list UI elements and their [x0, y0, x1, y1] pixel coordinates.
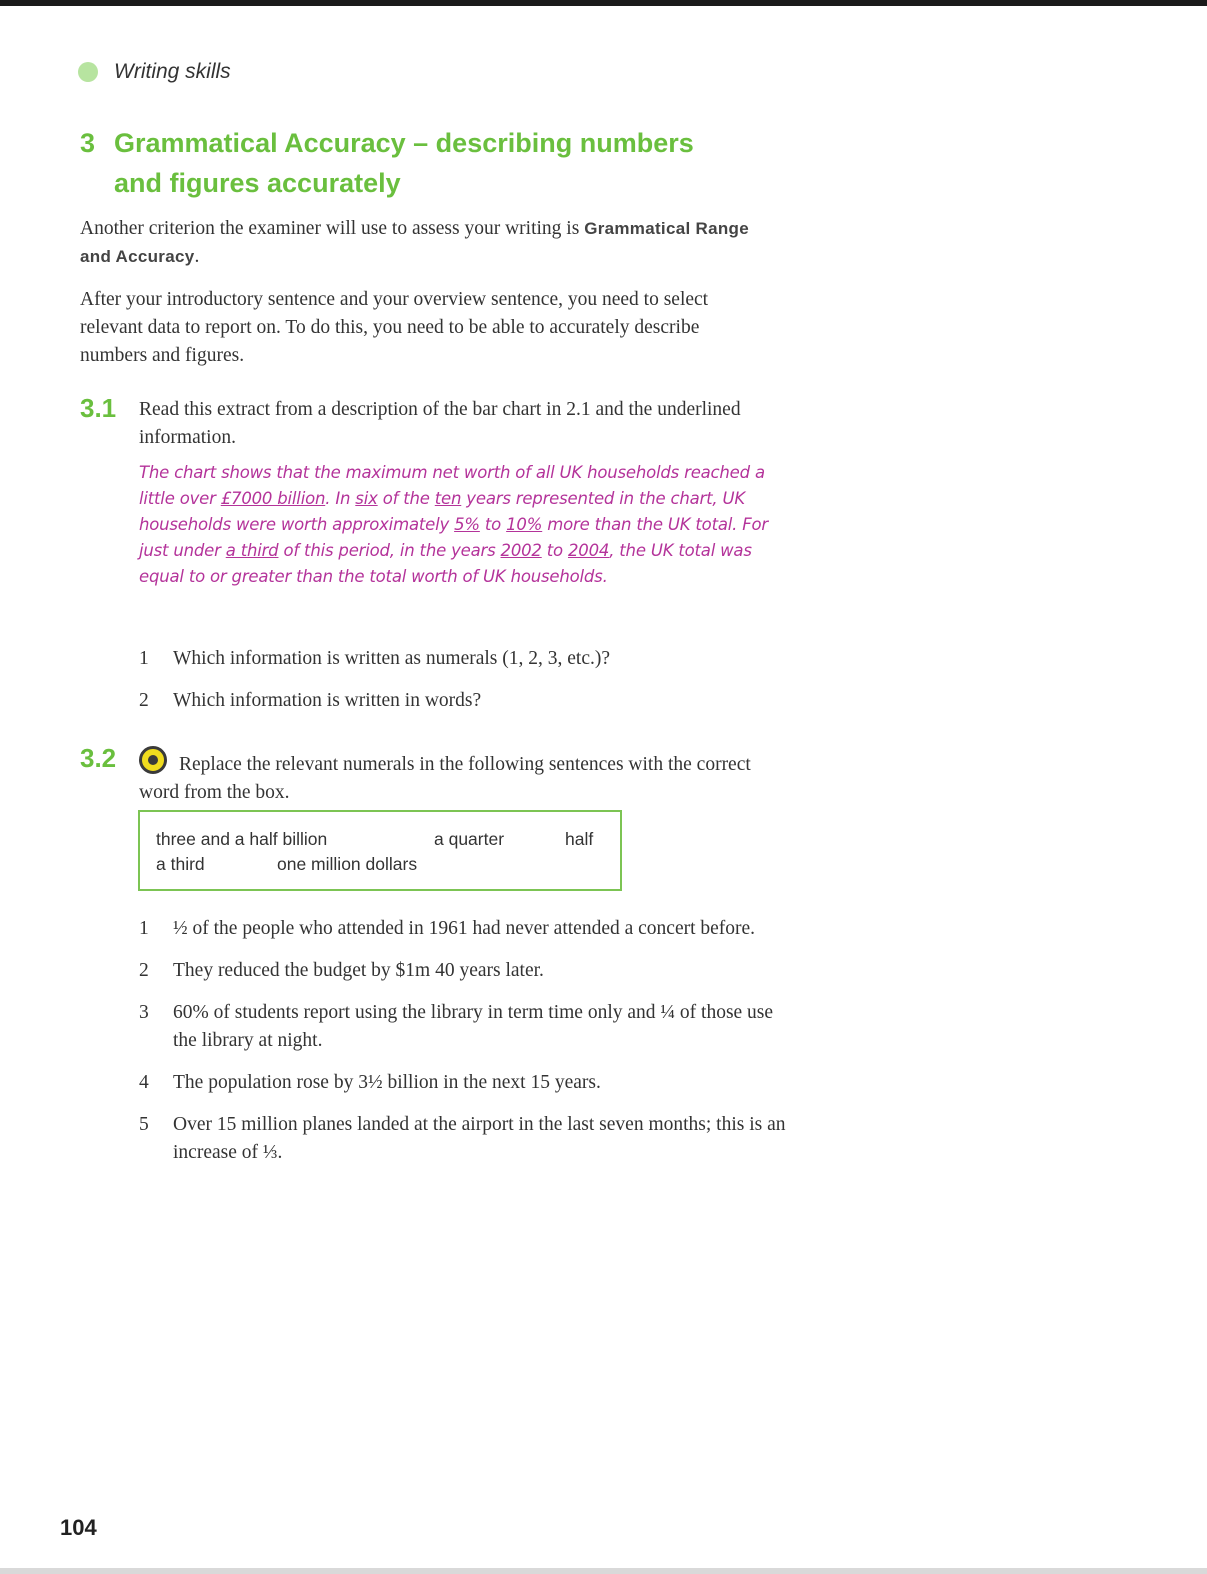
- intro-paragraph-2: After your introductory sentence and your overview sentence, you need to select relevant data to report on. To do this, you need to be able to accurately describe numbers and figures.: [80, 289, 709, 366]
- extract-text: of this period, in the years: [278, 541, 501, 560]
- list-item: [139, 957, 789, 985]
- extract-paragraph: [139, 460, 799, 590]
- intro-paragraph-1: [80, 215, 770, 271]
- target-icon: [139, 746, 167, 774]
- item-text: ½ of the people who attended in 1961 had never attended a concert before.: [173, 918, 756, 939]
- heading-number: 3: [80, 128, 96, 158]
- extract-text: . In: [325, 489, 356, 508]
- page-number: 104: [60, 1515, 97, 1540]
- word-box: [138, 810, 622, 891]
- extract-text: of the: [377, 489, 435, 508]
- item-text: Which information is written in words?: [173, 690, 482, 711]
- extract-text: to: [479, 515, 507, 534]
- intro-period: .: [194, 246, 200, 267]
- box-word: half: [565, 829, 594, 849]
- box-word: a quarter: [434, 829, 505, 849]
- section-tag-label: Writing skills: [114, 60, 231, 83]
- underlined-figure: a third: [225, 541, 279, 560]
- item-text: The population rose by 3½ billion in the next 15 years.: [173, 1072, 601, 1093]
- item-number: 1: [139, 918, 149, 939]
- item-number: 2: [139, 690, 149, 711]
- box-word: a third: [156, 854, 205, 874]
- item-text: Which information is written as numerals (1, 2, 3, etc.)?: [173, 648, 610, 669]
- intro-text: Another criterion the examiner will use to assess your writing is: [80, 218, 580, 239]
- section-heading: [80, 123, 800, 203]
- heading-line-2: and figures accurately: [114, 168, 401, 198]
- underlined-figure: 10%: [506, 515, 543, 534]
- item-number: 5: [139, 1114, 149, 1135]
- extract-text: The chart shows that the maximum net worth of all UK households reached a little over: [139, 463, 765, 508]
- bottom-border: [0, 1568, 1207, 1574]
- item-number: 3: [139, 1002, 149, 1023]
- exercise-3-2-instruction: [139, 746, 789, 807]
- item-text: 60% of students report using the library in term time only and ¼ of those use the library at night.: [173, 1002, 774, 1051]
- underlined-figure: 2002: [500, 541, 542, 560]
- exercise-number-3-1: 3.1: [80, 393, 117, 423]
- item-number: 1: [139, 648, 149, 669]
- item-number: 2: [139, 960, 149, 981]
- extract-text: more than the UK total. For just under: [139, 515, 768, 560]
- extract-text: to: [541, 541, 568, 560]
- underlined-figure: 2004: [568, 541, 610, 560]
- underlined-figure: ten: [434, 489, 462, 508]
- underlined-figure: six: [355, 489, 378, 508]
- section-tag: [78, 60, 231, 84]
- exercise-3-1-instruction: Read this extract from a description of the bar chart in 2.1 and the underlined information.: [139, 399, 741, 448]
- extract-text: years represented in the chart, UK households were worth approximately: [139, 489, 745, 534]
- list-item: [139, 645, 789, 673]
- instruction-text: Replace the relevant numerals in the following sentences with the correct word from the box.: [139, 754, 751, 803]
- list-item: [139, 687, 789, 715]
- exercise-number-3-2: 3.2: [80, 743, 117, 773]
- top-border: [0, 0, 1207, 6]
- item-number: 4: [139, 1072, 149, 1093]
- list-item: [139, 1069, 789, 1097]
- exercise-3-1-questions: [139, 645, 789, 729]
- bullet-dot-icon: [78, 62, 98, 82]
- box-word: one million dollars: [277, 854, 418, 874]
- extract-text: , the UK total was equal to or greater than the total worth of UK households.: [139, 541, 752, 586]
- underlined-figure: £7000 billion: [220, 489, 326, 508]
- list-item: [139, 915, 789, 943]
- item-text: Over 15 million planes landed at the airport in the last seven months; this is an increase of ⅓.: [173, 1114, 786, 1163]
- heading-line-1: Grammatical Accuracy – describing numbers: [114, 128, 694, 158]
- box-word: three and a half billion: [156, 829, 328, 849]
- item-text: They reduced the budget by $1m 40 years later.: [173, 960, 544, 981]
- list-item: [139, 1111, 789, 1167]
- criterion-name: Grammatical Range and Accuracy: [80, 219, 749, 266]
- list-item: [139, 999, 789, 1055]
- exercise-3-2-sentences: [139, 915, 789, 1181]
- underlined-figure: 5%: [454, 515, 480, 534]
